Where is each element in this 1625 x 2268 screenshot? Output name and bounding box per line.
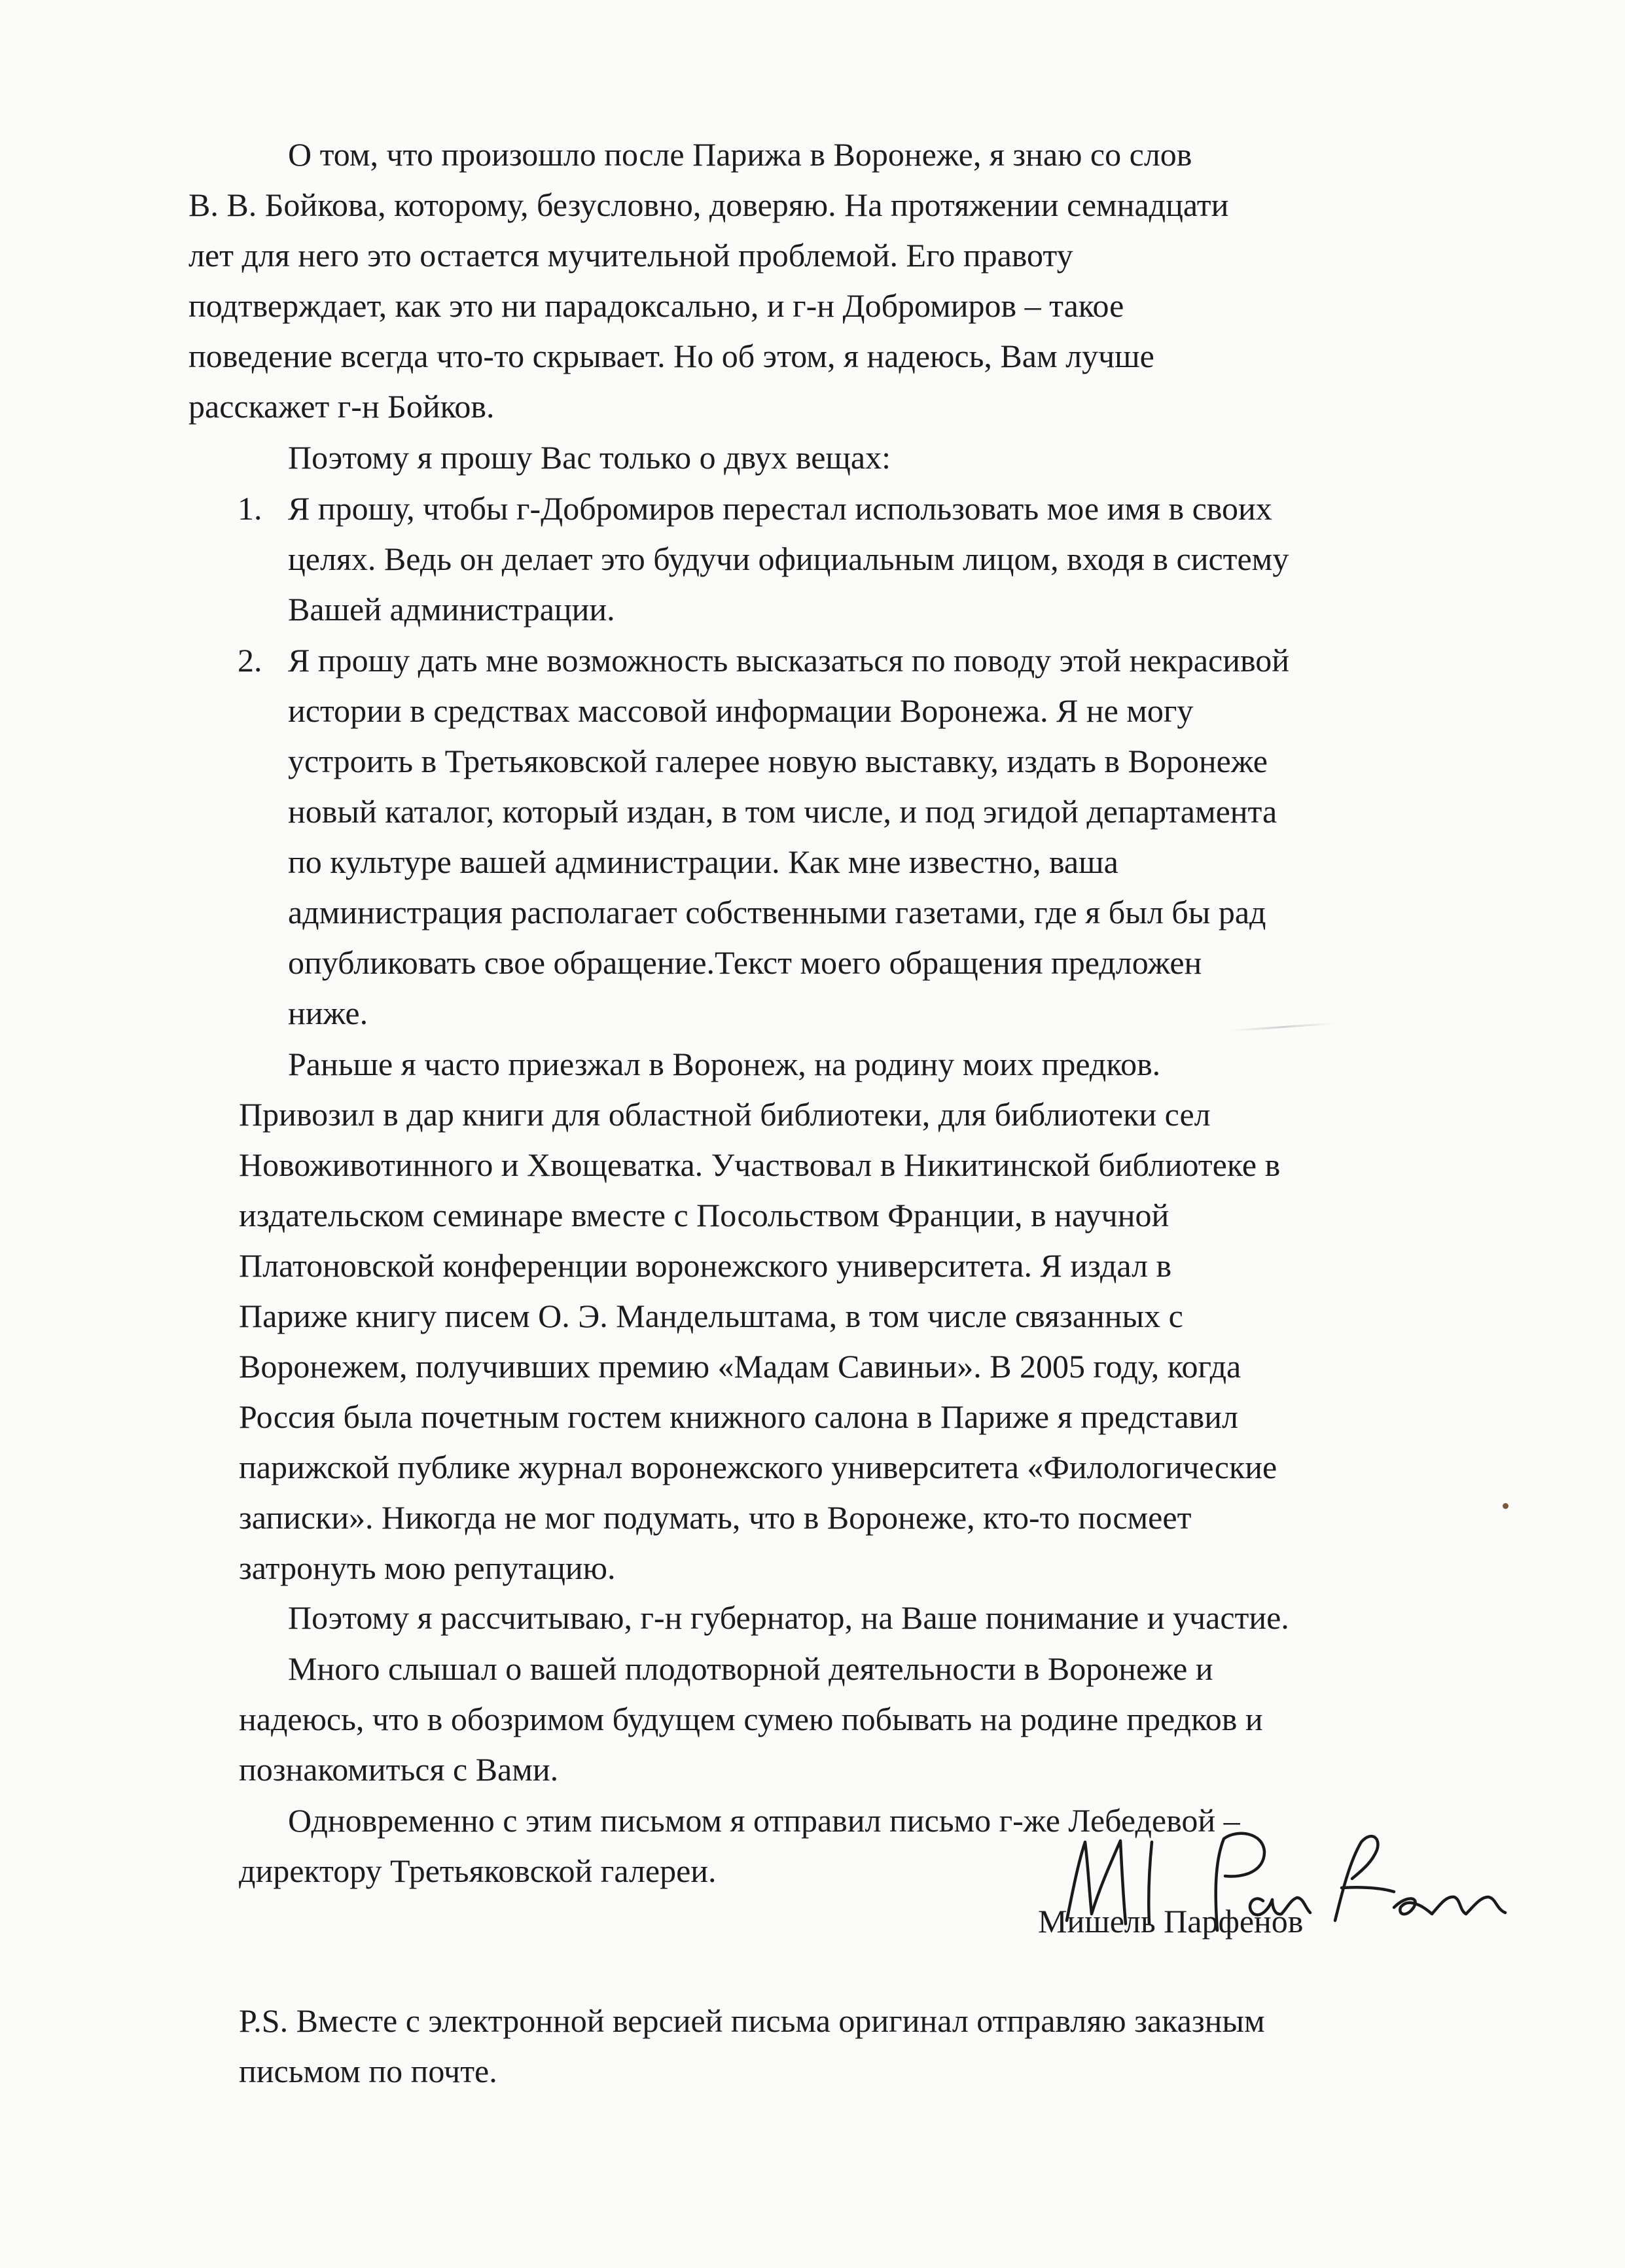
list-number-2: 2. [238, 642, 262, 679]
paragraph-3 [239, 1039, 1280, 1593]
text-line: записки». Никогда не мог подумать, что в Воронеже, кто-то посмеет [239, 1499, 1192, 1536]
text-line: надеюсь, что в обозримом будущем сумею побывать на родине предков и [239, 1701, 1263, 1737]
text-line: Раньше я часто приезжал в Воронеж, на родину моих предков. [288, 1046, 1161, 1082]
paper-speck [1503, 1503, 1509, 1509]
text-line: устроить в Третьяковской галерее новую выставку, издать в Воронеже [288, 743, 1268, 779]
text-line: Париже книгу писем О. Э. Мандельштама, в том числе связанных с [239, 1298, 1183, 1334]
text-line: Одновременно с этим письмом я отправил письмо г-же Лебедевой – [288, 1802, 1240, 1839]
list-number-1: 1. [238, 490, 262, 527]
handwritten-signature [1054, 1816, 1545, 1960]
text-line: Привозил в дар книги для областной библиотеки, для библиотеки сел [239, 1096, 1211, 1133]
text-line: Много слышал о вашей плодотворной деятельности в Воронеже и [288, 1650, 1213, 1687]
text-line: расскажет г-н Бойков. [188, 388, 495, 425]
text-line: подтверждает, как это ни парадоксально, и г-н Добромиров – такое [188, 287, 1124, 324]
text-line: истории в средствах массовой информации Воронежа. Я не могу [288, 692, 1194, 729]
text-line: ниже. [288, 995, 368, 1031]
text-line: по культуре вашей администрации. Как мне известно, ваша [288, 843, 1118, 880]
text-line: Воронежем, получивших премию «Мадам Савиньи». В 2005 году, когда [239, 1348, 1241, 1385]
text-line: познакомиться с Вами. [239, 1751, 559, 1788]
text-line: опубликовать свое обращение.Текст моего обращения предложен [288, 944, 1202, 981]
list-item-1 [288, 484, 1289, 635]
text-line: Платоновской конференции воронежского университета. Я издал в [239, 1247, 1172, 1284]
text-line: Россия была почетным гостем книжного салона в Париже я представил [239, 1398, 1239, 1435]
text-line: директору Третьяковской галереи. [239, 1852, 717, 1889]
text-line: Поэтому я рассчитываю, г-н губернатор, на Ваше понимание и участие. [288, 1599, 1289, 1636]
list-item-2 [288, 635, 1289, 1038]
text-line: В. В. Бойкова, которому, безусловно, доверяю. На протяжении семнадцати [188, 186, 1229, 223]
paragraph-4 [239, 1593, 1289, 1643]
postscript [239, 1996, 1265, 2097]
paragraph-1 [188, 130, 1228, 432]
text-line: администрация располагает собственными газетами, где я был бы рад [288, 894, 1266, 930]
paragraph-2 [288, 433, 891, 483]
text-line: Новоживотинного и Хвощеватка. Участвовал в Никитинской библиотеке в [239, 1146, 1281, 1183]
text-line: издательском семинаре вместе с Посольством Франции, в научной [239, 1197, 1170, 1233]
text-line: парижской публике журнал воронежского университета «Филологические [239, 1449, 1277, 1485]
text-line: P.S. Вместе с электронной версией письма оригинал отправляю заказным [239, 2002, 1265, 2039]
signatory-name: Мишель Парфенов [1038, 1903, 1304, 1940]
text-line: Вашей администрации. [288, 591, 615, 628]
text-line: письмом по почте. [239, 2053, 497, 2089]
text-line: Поэтому я прошу Вас только о двух вещах: [288, 439, 891, 476]
text-line: О том, что произошло после Парижа в Воронеже, я знаю со слов [288, 136, 1192, 173]
text-line: поведение всегда что-то скрывает. Но об этом, я надеюсь, Вам лучше [188, 338, 1154, 374]
text-line: затронуть мою репутацию. [239, 1550, 616, 1586]
text-line: Я прошу дать мне возможность высказаться по поводу этой некрасивой [288, 642, 1290, 679]
text-line: Я прошу, чтобы г-Добромиров перестал использовать мое имя в своих [288, 490, 1272, 527]
paragraph-5 [239, 1644, 1263, 1795]
text-line: целях. Ведь он делает это будучи официальным лицом, входя в систему [288, 540, 1289, 577]
text-line: новый каталог, который издан, в том числе, и под эгидой департамента [288, 793, 1277, 830]
text-line: лет для него это остается мучительной проблемой. Его правоту [188, 237, 1073, 274]
